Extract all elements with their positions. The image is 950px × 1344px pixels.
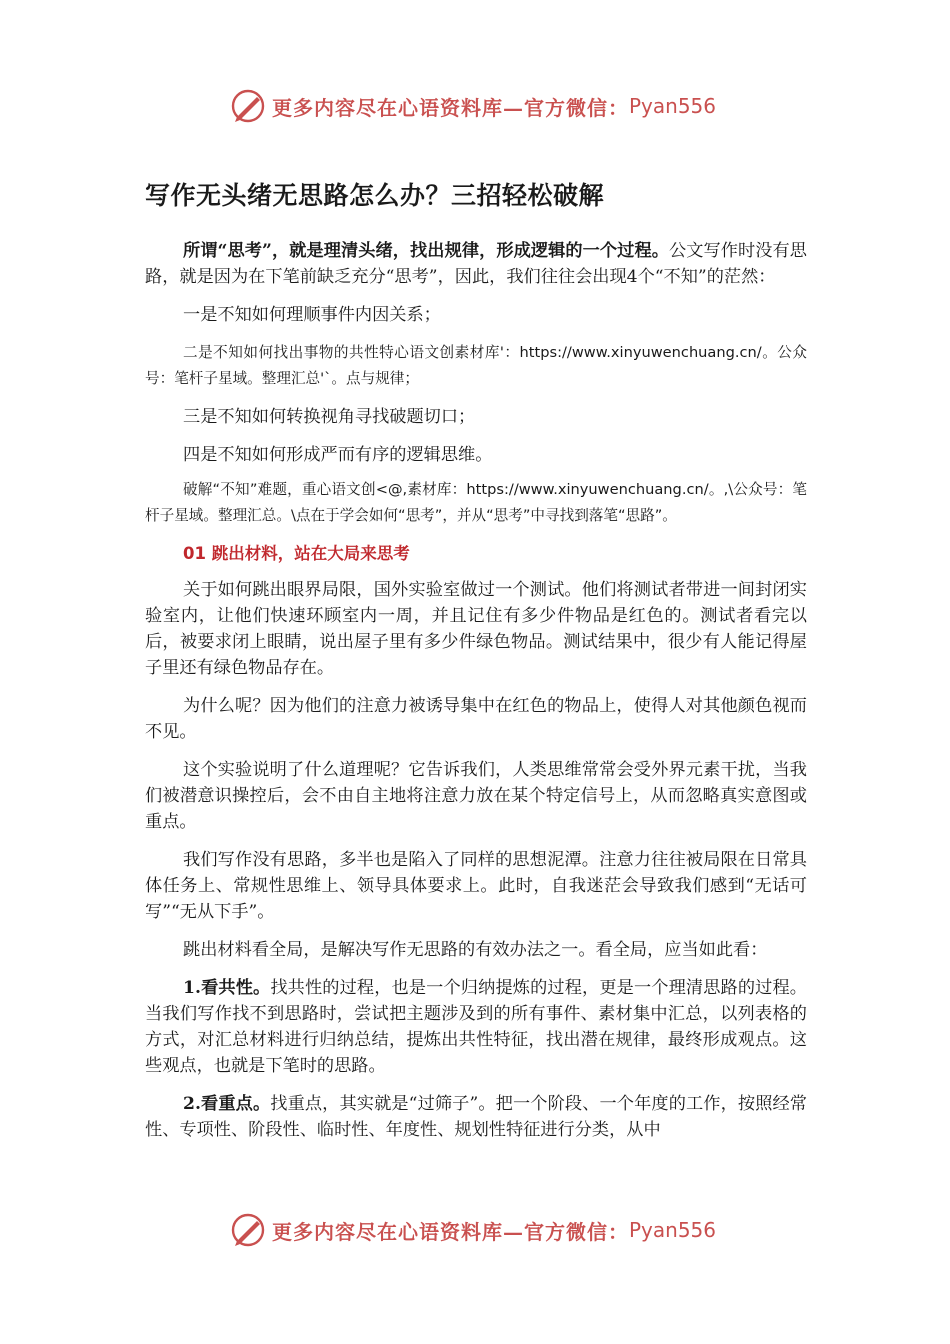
section-paragraph-2: 为什么呢？因为他们的注意力被诱导集中在红色的物品上，使得人对其他颜色视而不见。 bbox=[145, 696, 807, 742]
point-focus-lead: 2.看重点。 bbox=[183, 1094, 271, 1114]
point-common-lead: 1.看共性。 bbox=[183, 978, 271, 998]
point-focus-text: 找重点，其实就是“过筛子”。把一个阶段、一个年度的工作，按照经常性、专项性、阶段性、临时性、年度性、规划性特征进行分类，从中 bbox=[145, 1094, 807, 1140]
pen-circle-icon bbox=[228, 86, 268, 126]
banner-wechat-id: Pyan556 bbox=[629, 94, 717, 118]
point-common bbox=[145, 975, 807, 1079]
list-item-4: 四是不知如何形成严而有序的逻辑思维。 bbox=[183, 445, 493, 465]
section-heading: 01 跳出材料，站在大局来思考 bbox=[183, 544, 410, 563]
intro-paragraph bbox=[145, 238, 807, 290]
banner-wechat-id: Pyan556 bbox=[629, 1218, 717, 1242]
pen-circle-icon bbox=[228, 1210, 268, 1250]
article-title: 写作无头绪无思路怎么办？三招轻松破解 bbox=[145, 181, 605, 210]
banner-text: 更多内容尽在心语资料库—官方微信： bbox=[272, 1219, 629, 1244]
intro-rest: 公文写作时没有思路，就是因为在下笔前缺乏充分“思考”，因此，我们往往会出现4个“不知”的茫然： bbox=[145, 241, 807, 287]
footer-banner bbox=[228, 1208, 728, 1252]
section-paragraph-4: 我们写作没有思路，多半也是陷入了同样的思想泥潭。注意力往往被局限在日常具体任务上、常规性思维上、领导具体要求上。此时，自我迷茫会导致我们感到“无话可写”“无从下手”。 bbox=[145, 850, 807, 922]
list-item-2: 二是不知如何找出事物的共性特心语文创素材库'：https://www.xinyuwenchuang.cn/。公众号：笔杆子星域。整理汇总'`。点与规律； bbox=[145, 344, 807, 387]
point-focus bbox=[145, 1091, 807, 1143]
list-item-3: 三是不知如何转换视角寻找破题切口； bbox=[183, 407, 476, 427]
header-banner bbox=[228, 84, 728, 128]
banner-text: 更多内容尽在心语资料库—官方微信： bbox=[272, 95, 629, 120]
section-paragraph-5: 跳出材料看全局，是解决写作无思路的有效办法之一。看全局，应当如此看： bbox=[183, 940, 768, 960]
intro-bold: 所谓“思考”，就是理清头绪，找出规律，形成逻辑的一个过程。 bbox=[183, 241, 669, 261]
point-common-text: 找共性的过程，也是一个归纳提炼的过程，更是一个理清思路的过程。当我们写作找不到思路时，尝试把主题涉及到的所有事件、素材集中汇总，以列表格的方式，对汇总材料进行归纳总结，提炼出共性特征，找出潜在规律，最终形成观点。这些观点，也就是下笔时的思路。 bbox=[145, 978, 807, 1076]
list-item-1: 一是不知如何理顺事件内因关系； bbox=[183, 305, 441, 325]
section-paragraph-3: 这个实验说明了什么道理呢？它告诉我们，人类思维常常会受外界元素干扰，当我们被潜意识操控后，会不由自主地将注意力放在某个特定信号上，从而忽略真实意图或重点。 bbox=[145, 760, 807, 832]
article bbox=[145, 176, 807, 1143]
section-paragraph-1: 关于如何跳出眼界局限，国外实验室做过一个测试。他们将测试者带进一间封闭实验室内，让他们快速环顾室内一周，并且记住有多少件物品是红色的。测试者看完以后，被要求闭上眼睛，说出屋子里有多少件绿色物品。测试结果中，很少有人能记得屋子里还有绿色物品存在。 bbox=[145, 580, 807, 678]
breakthrough-paragraph: 破解“不知”难题，重心语文创<@,素材库：https://www.xinyuwenchuang.cn/。,\公众号：笔杆子星域。整理汇总。\点在于学会如何“思考”，并从“思考”中寻找到落笔“思路”。 bbox=[145, 481, 807, 524]
